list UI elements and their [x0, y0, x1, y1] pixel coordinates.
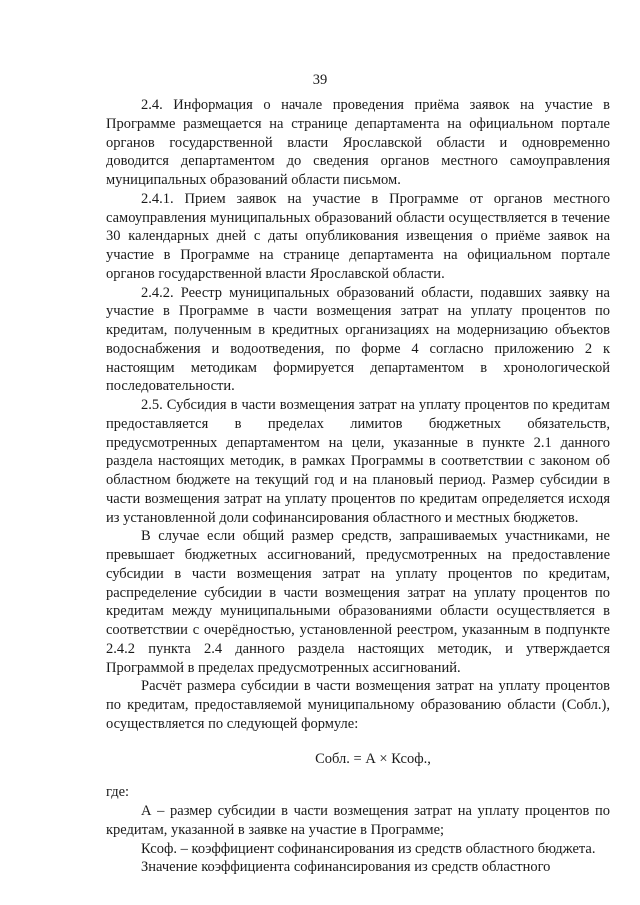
definition-a: А – размер субсидии в части возмещения затрат на уплату процентов по кредитам, указанной в заявке на участие в Программе;: [106, 803, 610, 838]
paragraph-2-4-1: 2.4.1. Прием заявок на участие в Программе от органов местного самоуправления муниципальных образований области осуществляется в течение 30 календарных дней с даты опубликования извещения о приёме заявок на участие в Программе на странице департамента на официальном портале органов государственной власти Ярославской области.: [106, 190, 610, 282]
page-body: [106, 96, 610, 877]
paragraph-distribution: В случае если общий размер средств, запрашиваемых участниками, не превышает бюджетных ассигнований, предусмотренных на предоставление субсидии в части возмещения затрат на уплату процентов по кредитам, распределение субсидии в части возмещения затрат на уплату процентов по кредитам между муниципальными образованиями области осуществляется в соответствии с очерёдностью, установленной реестром, указанным в подпункте 2.4.2 пункта 2.4 данного раздела настоящих методик, и утверждается Программой в пределах предусмотренных ассигнований.: [106, 528, 610, 676]
paragraph-2-4: 2.4. Информация о начале проведения приёма заявок на участие в Программе размещается на странице департамента на официальном портале органов государственной власти Ярославской области и одновременно доводится департаментом до сведения органов местного самоуправления муниципальных образований области письмом.: [106, 97, 610, 188]
where-label: где:: [106, 784, 130, 801]
paragraph-2-5: 2.5. Субсидия в части возмещения затрат на уплату процентов по кредитам предоставляется в пределах лимитов бюджетных обязательств, предусмотренных департаментом на цели, указанные в пункте 2.1 данного раздела настоящих методик, в рамках Программы в соответствии с законом об областном бюджете на текущий год и на плановый период. Размер субсидии в части возмещения затрат на уплату процентов по кредитам определяется исходя из установленной доли софинансирования областного и местных бюджетов.: [106, 397, 610, 526]
subsidy-formula: Собл. = А × Ксоф.,: [315, 750, 431, 767]
paragraph-calculation-intro: Расчёт размера субсидии в части возмещения затрат на уплату процентов по кредитам, предоставляемой муниципальному образованию области (Собл.), осуществляется по следующей формуле:: [106, 678, 610, 732]
definition-ksof: Ксоф. – коэффициент софинансирования из средств областного бюджета.: [141, 840, 596, 857]
page-number: 39: [312, 72, 328, 88]
paragraph-2-4-2: 2.4.2. Реестр муниципальных образований области, подавших заявку на участие в Программе в части возмещения затрат на уплату процентов по кредитам, полученным в кредитных организациях на модернизацию объектов водоснабжения и водоотведения, по форме 4 согласно приложению 2 к настоящим методикам формируется департаментом в хронологической последовательности.: [106, 284, 610, 395]
paragraph-coefficient-value: Значение коэффициента софинансирования из средств областного: [141, 859, 551, 876]
